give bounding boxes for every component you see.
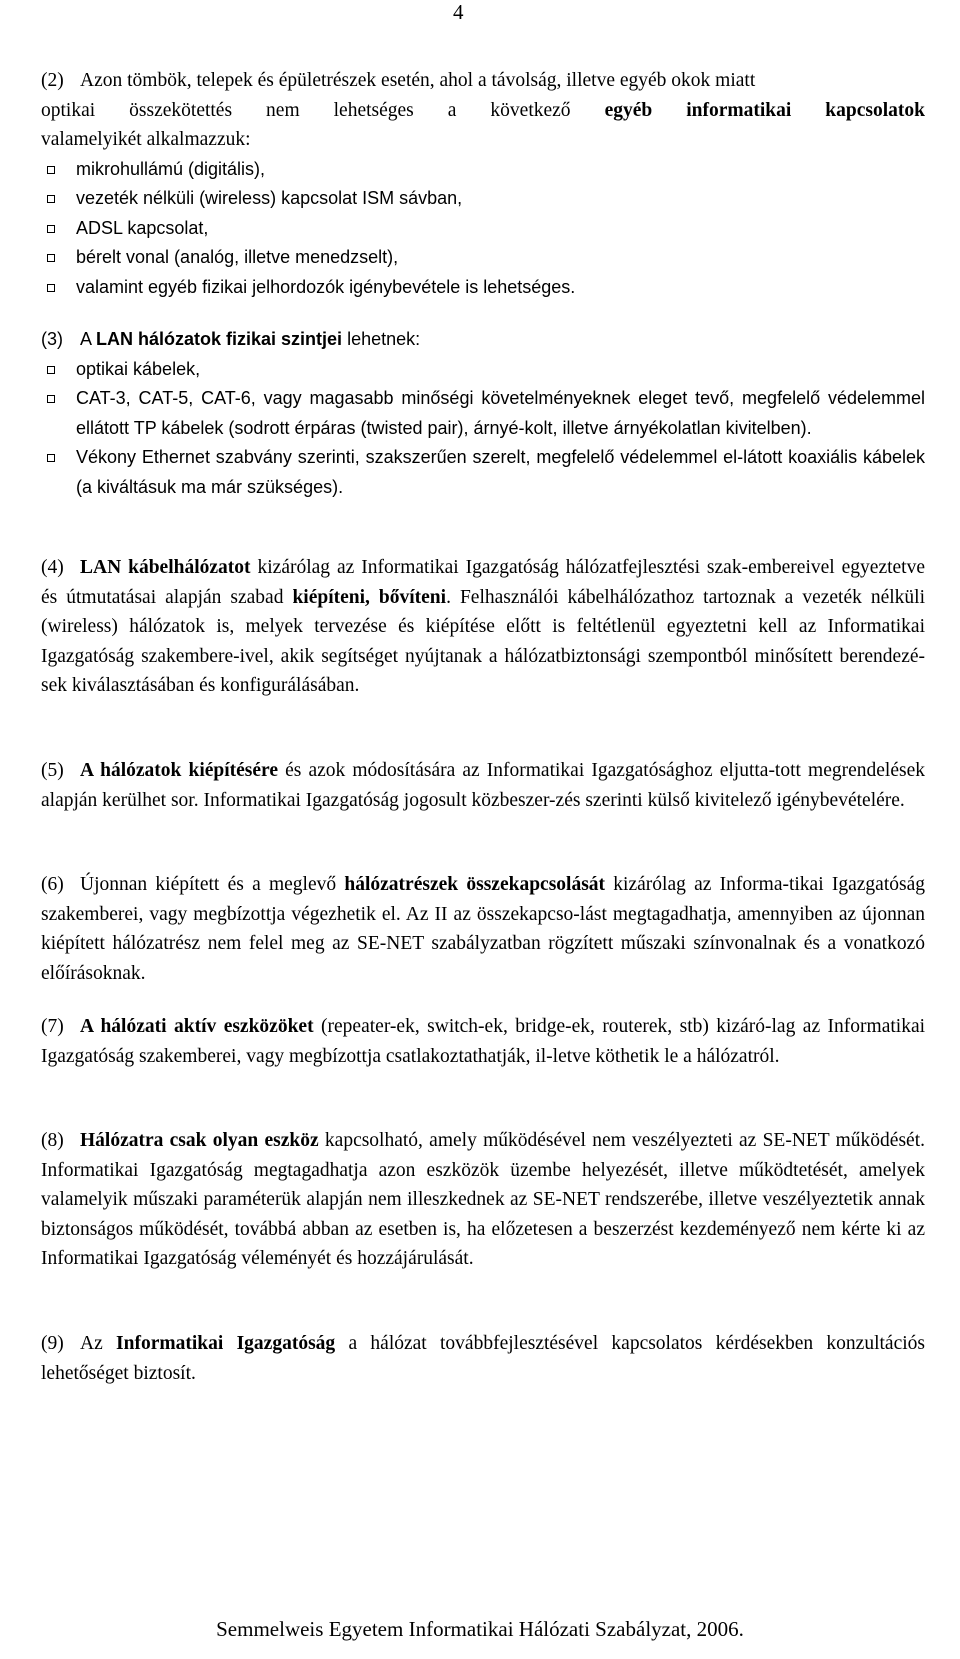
checkbox-bullet-icon [47,366,55,374]
checkbox-bullet-icon [47,254,55,262]
page-number: 4 [453,0,464,24]
section-number: (7) [41,1016,64,1037]
section-7: (7) A hálózati aktív eszközöket (repeater-ek, switch-ek, bridge-ek, routerek, stb) kizáró-lag az Informatikai Igazgatóság szakemberei, vagy megbízottja csatlakoztathatják, il-letve köthetik le a hálózatról. [41,1012,925,1071]
section-6: (6) Újonnan kiépített és a meglevő hálózatrészek összekapcsolását kizárólag az Informa-tikai Igazgatóság szakemberei, vagy megbízottja végezhetik el. Az II az összekapcso-lást megtagadhatja, amennyiben az újonnan kiépített hálózatrész nem felel meg az SE-NET szabályzatban rögzített műszaki színvonalnak és a vonatkozó előírásoknak. [41,870,925,988]
section-number: (9) [41,1333,64,1354]
checkbox-bullet-icon [47,395,55,403]
checkbox-bullet-icon [47,225,55,233]
bold-term: kiépíteni, bővíteni [292,586,447,608]
section-4: (4) LAN kábelhálózatot kizárólag az Informatikai Igazgatóság hálózatfejlesztési szak-embereivel egyeztetve és útmutatásai alapján szabad kiépíteni, bővíteni. Felhasználói kábelhálózathoz tartoznak a vezeték nélküli (wireless) hálózatok is, melyek tervezése és kiépítése előtt is feltétlenül egyeztetni kell az Informatikai Igazgatóság szakembere-ivel, akik segítséget nyújtanak a hálózatbiztonsági szempontból minősített berendezé-sek kiválasztásában és konfigurálásában. [41,553,925,701]
section-text: optikai összekötettés nem lehetséges a következő [41,99,605,121]
section-number: (4) [41,557,64,578]
section-number: (8) [41,1130,64,1151]
section-9: (9) Az Informatikai Igazgatóság a hálózat továbbfejlesztésével kapcsolatos kérdésekben konzultációs lehetőséget biztosít. [41,1329,925,1388]
section-number: (5) [41,760,64,781]
section-number: (3) [41,329,63,349]
section-2 [41,66,925,302]
checkbox-bullet-icon [47,166,55,174]
bullet-item: vezeték nélküli (wireless) kapcsolat ISM sávban, [41,184,925,214]
bold-term: egyéb informatikai kapcsolatok [604,99,925,121]
bold-term: LAN kábelhálózatot [80,557,251,578]
checkbox-bullet-icon [47,195,55,203]
section-number: (2) [41,70,64,91]
section-text: valamelyikét alkalmazzuk: [41,129,251,150]
bullet-item: CAT-3, CAT-5, CAT-6, vagy magasabb minőségi követelményeknek eleget tevő, megfelelő védelemmel ellátott TP kábelek (sodrott érpáras (twisted pair), árnyé-kolt, illetve árnyékolatlan kivitelben). [41,384,925,443]
bold-term: A hálózatok kiépítésére [80,760,278,781]
section-3: (3) A LAN hálózatok fizikai szintjei lehetnek: optikai kábelek, CAT-3, CAT-5, CAT-6, vagy magasabb minőségi követelményeknek eleget tevő, megfelelő védelemmel ellátott TP kábelek (sodrott érpáras (twisted pair), árnyé-kolt, illetve árnyékolatlan kivitelben). Vékony Ethernet szabvány szerinti, szakszerűen szerelt, megfelelő védelemmel el-látott koaxiális kábelek (a kiváltásuk ma már szükséges). [41,325,925,502]
section-8: (8) Hálózatra csak olyan eszköz kapcsolható, amely működésével nem veszélyezteti az SE-NET működését. Informatikai Igazgatóság megtagadhatja azon eszközök üzembe helyezését, illetve működtetését, amelyek valamelyik műszaki paraméterük alapján nem illeszkednek az SE-NET rendszerébe, illetve veszélyeztetik annak biztonságos működését, továbbá abban az esetben is, ha előzetesen a beszerzést kezdeményező nem kérte ki az Informatikai Igazgatóság véleményét és hozzájárulását. [41,1126,925,1274]
bold-term: Hálózatra csak olyan eszköz [80,1130,319,1151]
bold-term: hálózatrészek összekapcsolását [344,874,606,895]
bold-term: A hálózati aktív eszközöket [80,1016,314,1037]
page-footer: Semmelweis Egyetem Informatikai Hálózati Szabályzat, 2006. [216,1617,744,1641]
bullet-item: mikrohullámú (digitális), [41,155,925,185]
checkbox-bullet-icon [47,284,55,292]
section-text: Azon tömbök, telepek és épületrészek esetén, ahol a távolság, illetve egyéb okok miatt [80,70,756,91]
bullet-item: valamint egyéb fizikai jelhordozók igénybevétele is lehetséges. [41,273,925,303]
bullet-item: bérelt vonal (analóg, illetve menedzselt), [41,243,925,273]
bold-term: LAN hálózatok fizikai szintjei [96,329,343,349]
bullet-item: Vékony Ethernet szabvány szerinti, szakszerűen szerelt, megfelelő védelemmel el-látott koaxiális kábelek (a kiváltásuk ma már szükséges). [41,443,925,502]
section-number: (6) [41,874,64,895]
bullet-item: ADSL kapcsolat, [41,214,925,244]
checkbox-bullet-icon [47,454,55,462]
bold-term: Informatikai Igazgatóság [116,1333,336,1354]
bullet-item: optikai kábelek, [41,355,925,385]
section-5: (5) A hálózatok kiépítésére és azok módosítására az Informatikai Igazgatósághoz eljutta-tott megrendelések alapján kerülhet sor. Informatikai Igazgatóság jogosult közbeszer-zés szerinti külső kivitelező igénybevételére. [41,756,925,815]
